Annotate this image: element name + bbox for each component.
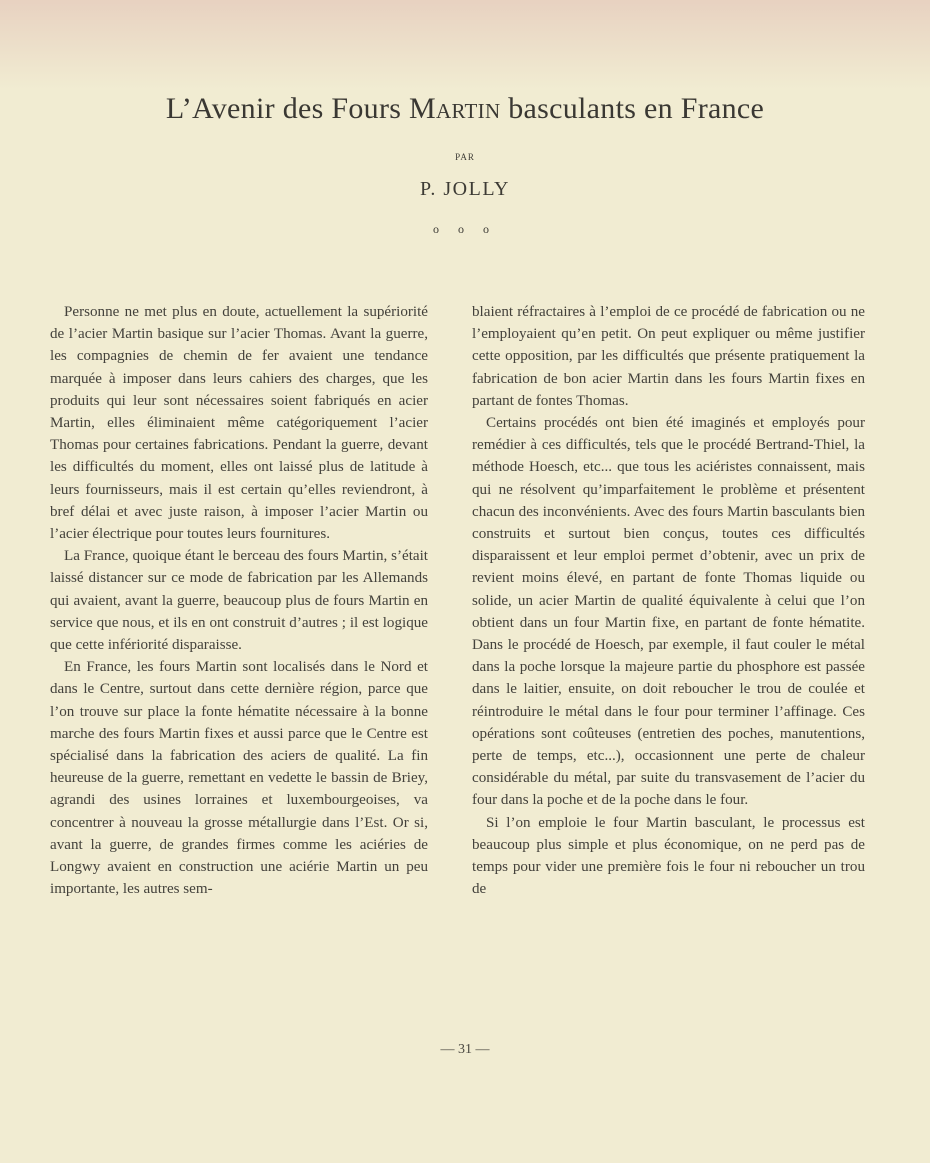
page-number: — 31 — <box>440 1042 490 1057</box>
paragraph: En France, les fours Martin sont localisés dans le Nord et dans le Centre, surtout dans cette dernière région, parce que l’on trouve sur place la fonte hématite nécessaire à la bonne marche des fours Martin fixes et aussi parce que le Centre est spécialisé dans la fabrication des aciers de qualité. La fin heureuse de la guerre, remettant en vedette le bassin de Briey, agrandi des usines lorraines et luxembourgeoises, va concentrer à nouveau la grosse métallurgie dans l’Est. Or si, avant la guerre, de grandes firmes comme les aciéries de Longwy avaient en construction une aciérie Martin un peu importante, les autres sem- <box>50 659 428 898</box>
title-prefix: L’Avenir des Fours <box>165 92 410 125</box>
paragraph: La France, quoique étant le berceau des fours Martin, s’était laissé distancer sur ce mode de fabrication par les Allemands qui avaient, avant la guerre, beaucoup plus de fours Martin en service que nous, et ils en ont construit d’autres ; il est logique que cette infériorité disparaisse. <box>50 548 428 654</box>
article-title <box>0 92 930 126</box>
paragraph: Si l’on emploie le four Martin basculant, le processus est beaucoup plus simple et plus économique, on ne perd pas de temps pour vider une première fois le four ni reboucher un trou de <box>472 814 865 898</box>
paragraph: blaient réfractaires à l’emploi de ce procédé de fabrication ou ne l’employaient qu’en petit. On peut expliquer ou même justifier cette opposition, par les difficultés que présente pratiquement la fabrication de bon acier Martin dans les fours Martin fixes en partant de fontes Thomas. <box>472 304 865 409</box>
paragraph: Certains procédés ont bien été imaginés et employés pour remédier à ces difficultés, tels que le procédé Bertrand-Thiel, la méthode Hoesch, etc... que tous les aciéristes connaissent, mais qui ne résolvent qu’imparfaitement le problème et présentent chacun des inconvénients. Avec des fours Martin basculants bien construits et surtout bien conçus, toutes ces difficultés disparaissent et leur emploi permet d’obtenir, avec un prix de revient moins élevé, en partant de fonte Thomas liquide ou solide, un acier Martin de qualité équivalente à celui que l’on obtient dans un four Martin fixe, en partant de fonte hématite. Dans le procédé de Hoesch, par exemple, il faut couler le métal dans la poche lorsque la majeure partie du phosphore est passée dans le laitier, ensuite, on doit reboucher le trou de coulée et réintroduire le métal dans le four pour terminer l’affinage. Ces opérations sont coûteuses (entretien des poches, manutentions, perte de temps, etc...), occasionnent une perte de chaleur considérable du métal, par suite du transvasement de l’acier du four dans la poche et de la poche dans le four. <box>472 415 865 809</box>
left-column <box>50 301 428 900</box>
title-smallcaps: Martin <box>409 92 501 125</box>
byline-par: PAR <box>455 152 475 162</box>
paragraph: Personne ne met plus en doute, actuellement la supériorité de l’acier Martin basique sur l’acier Thomas. Avant la guerre, les compagnies de chemin de fer avaient une tendance marquée à imposer dans leurs cahiers des charges, que les produits qui leur sont nécessaires soient fabriqués en acier Martin, elles éliminaient même catégoriquement l’acier Thomas pour certaines fabrications. Pendant la guerre, devant les difficultés du moment, elles ont laissé plus de latitude à leurs fournisseurs, mais il est certain qu’elles reviendront, à bref délai et avec juste raison, à imposer l’acier Martin ou l’acier électrique pour toutes leurs fournitures. <box>50 304 428 543</box>
author-name: P. JOLLY <box>419 178 510 200</box>
ornament-separator: o o o <box>433 222 497 236</box>
right-column <box>472 301 865 900</box>
page-top-stain <box>0 0 930 90</box>
title-suffix: basculants en France <box>500 92 765 125</box>
